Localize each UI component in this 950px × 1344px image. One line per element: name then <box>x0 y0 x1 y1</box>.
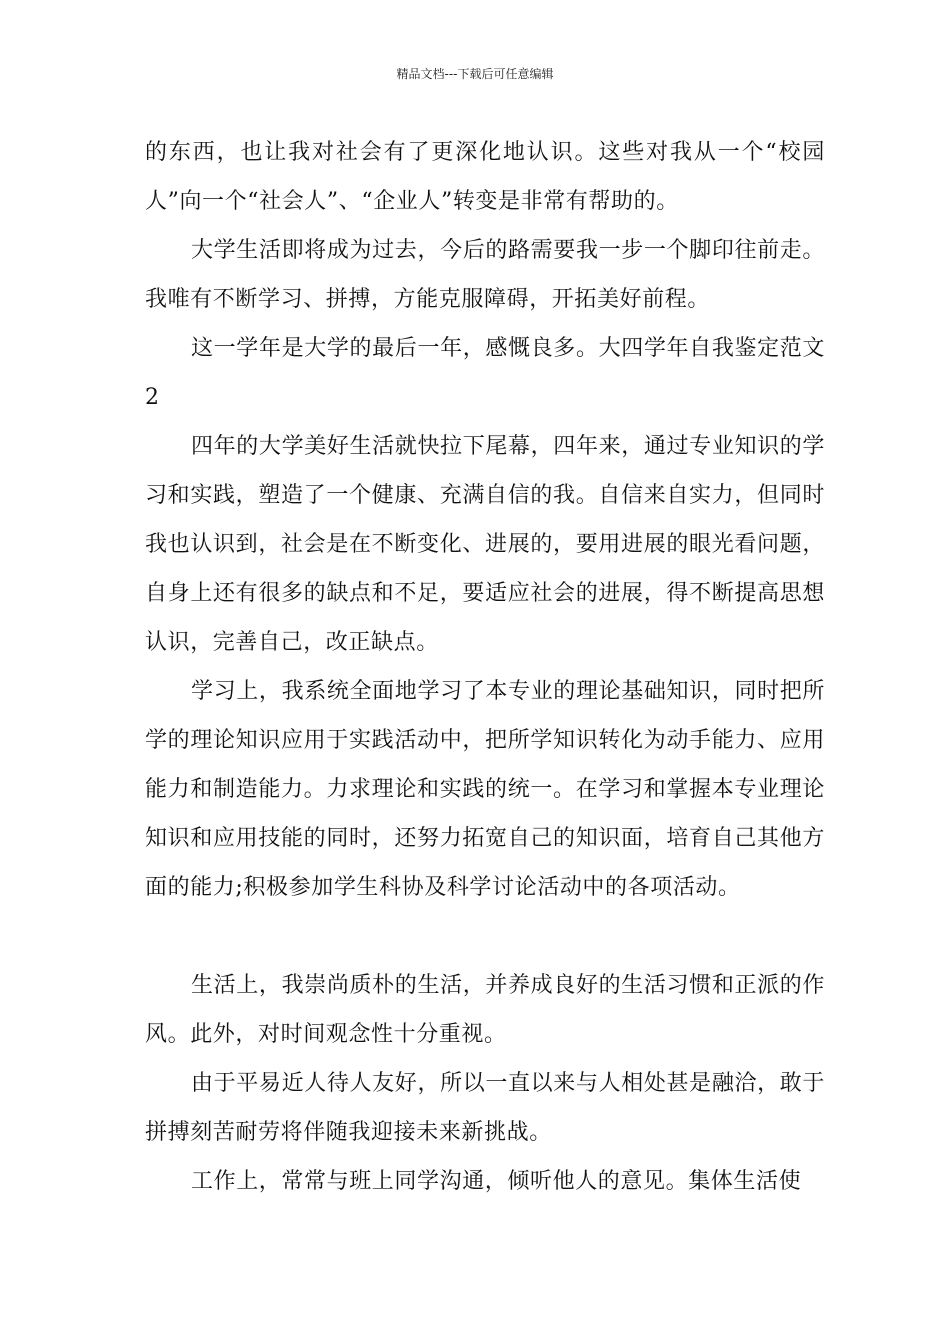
paragraph-5: 学习上，我系统全面地学习了本专业的理论基础知识，同时把所学的理论知识应用于实践活动中，把所学知识转化为动手能力、应用能力和制造能力。力求理论和实践的统一。在学习和掌握本专业理论知识和应用技能的同时，还努力拓宽自己的知识面，培育自己其他方面的能力;积极参加学生科协及科学讨论活动中的各项活动。 <box>145 679 825 900</box>
paragraph-2: 大学生活即将成为过去，今后的路需要我一步一个脚印往前走。我唯有不断学习、拼搏，方能克服障碍，开拓美好前程。 <box>145 238 825 312</box>
page-header: 精品文档---下载后可任意编辑 <box>396 67 554 81</box>
paragraph-7: 由于平易近人待人友好，所以一直以来与人相处甚是融洽，敢于拼搏刻苦耐劳将伴随我迎接未来新挑战。 <box>145 1071 825 1145</box>
paragraph-6: 生活上，我崇尚质朴的生活，并养成良好的生活习惯和正派的作风。此外，对时间观念性十分重视。 <box>145 973 825 1047</box>
paragraph-8: 工作上，常常与班上同学沟通，倾听他人的意见。集体生活使 <box>191 1169 802 1194</box>
paragraph-3: 这一学年是大学的最后一年，感慨良多。大四学年自我鉴定范文2 <box>145 336 825 410</box>
document-body <box>145 128 825 1206</box>
paragraph-1: 的东西，也让我对社会有了更深化地认识。这些对我从一个“校园人”向一个“社会人”、“企业人”转变是非常有帮助的。 <box>145 140 825 214</box>
paragraph-gap <box>145 912 825 961</box>
paragraph-4: 四年的大学美好生活就快拉下尾幕，四年来，通过专业知识的学习和实践，塑造了一个健康、充满自信的我。自信来自实力，但同时我也认识到，社会是在不断变化、进展的，要用进展的眼光看问题，自身上还有很多的缺点和不足，要适应社会的进展，得不断提高思想认识，完善自己，改正缺点。 <box>145 434 825 655</box>
